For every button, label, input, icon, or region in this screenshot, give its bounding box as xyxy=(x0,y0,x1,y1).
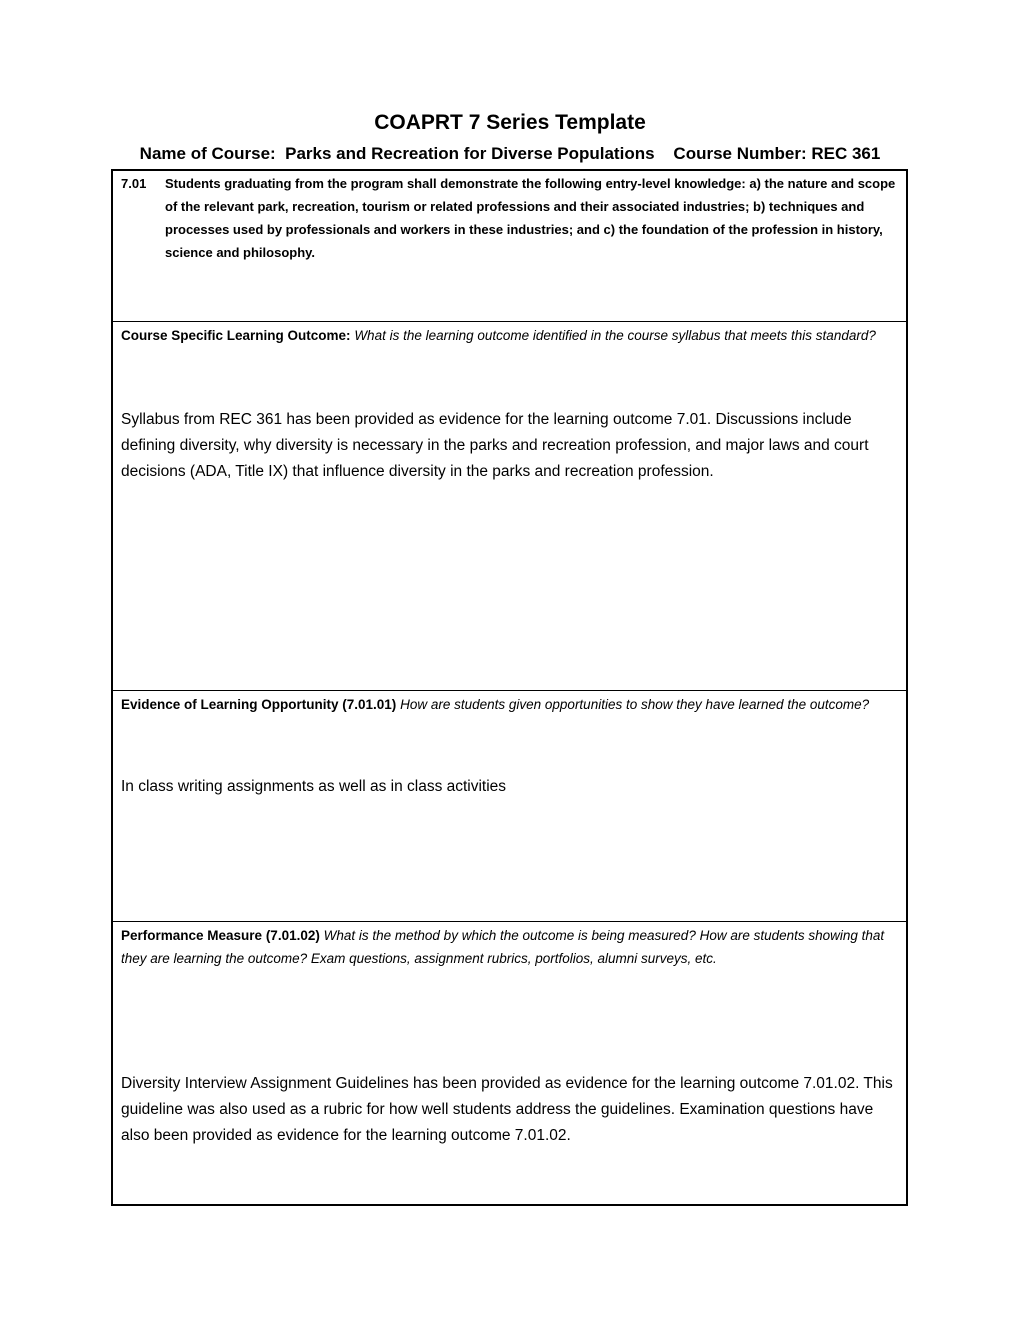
performance-measure-label: Performance Measure (7.01.02) xyxy=(121,928,320,943)
learning-outcome-answer: Syllabus from REC 361 has been provided as evidence for the learning outcome 7.01. Discussions include defining diversity, why diversity is necessary in the parks and recreation profession, and major laws and court decisions (ADA, Title IX) that influence diversity in the parks and recreation profession. xyxy=(121,411,869,480)
standard-text: Students graduating from the program shall demonstrate the following entry-level knowledge: a) the nature and scope of the relevant park, recreation, tourism or related professions and their associated industries; b) techniques and processes used by professionals and workers in these industries; and c) the foundation of the profession in history, science and philosophy. xyxy=(165,176,896,260)
course-line: Name of Course: Parks and Recreation for Diverse Populations Course Number: REC 361 xyxy=(139,144,881,163)
learning-opportunity-row xyxy=(113,691,906,922)
standard-row xyxy=(113,171,906,322)
standard-number: 7.01 xyxy=(121,176,147,191)
learning-opportunity-label: Evidence of Learning Opportunity (7.01.01) xyxy=(121,697,397,712)
standard-block xyxy=(121,171,898,264)
performance-measure-row xyxy=(113,922,906,1204)
template-table xyxy=(111,169,908,1206)
learning-outcome-question: What is the learning outcome identified in the course syllabus that meets this standard? xyxy=(354,328,876,343)
learning-opportunity-question: How are students given opportunities to show they have learned the outcome? xyxy=(400,697,870,712)
performance-measure-prompt xyxy=(121,922,898,970)
learning-outcome-prompt xyxy=(121,322,898,348)
learning-outcome-label: Course Specific Learning Outcome: xyxy=(121,328,351,343)
performance-measure-question: What is the method by which the outcome is being measured? How are students showing that they are learning the outcome? Exam questions, assignment rubrics, portfolios, alumni surveys, etc. xyxy=(121,928,885,966)
performance-measure-answer: Diversity Interview Assignment Guidelines has been provided as evidence for the learning outcome 7.01.02. This guideline was also used as a rubric for how well students address the guidelines. Examination questions have also been provided as evidence for the learning outcome 7.01.02. xyxy=(121,1075,893,1144)
learning-outcome-row xyxy=(113,322,906,691)
page-title: COAPRT 7 Series Template xyxy=(374,111,646,134)
learning-opportunity-prompt xyxy=(121,691,898,716)
learning-opportunity-answer: In class writing assignments as well as in class activities xyxy=(121,778,507,795)
